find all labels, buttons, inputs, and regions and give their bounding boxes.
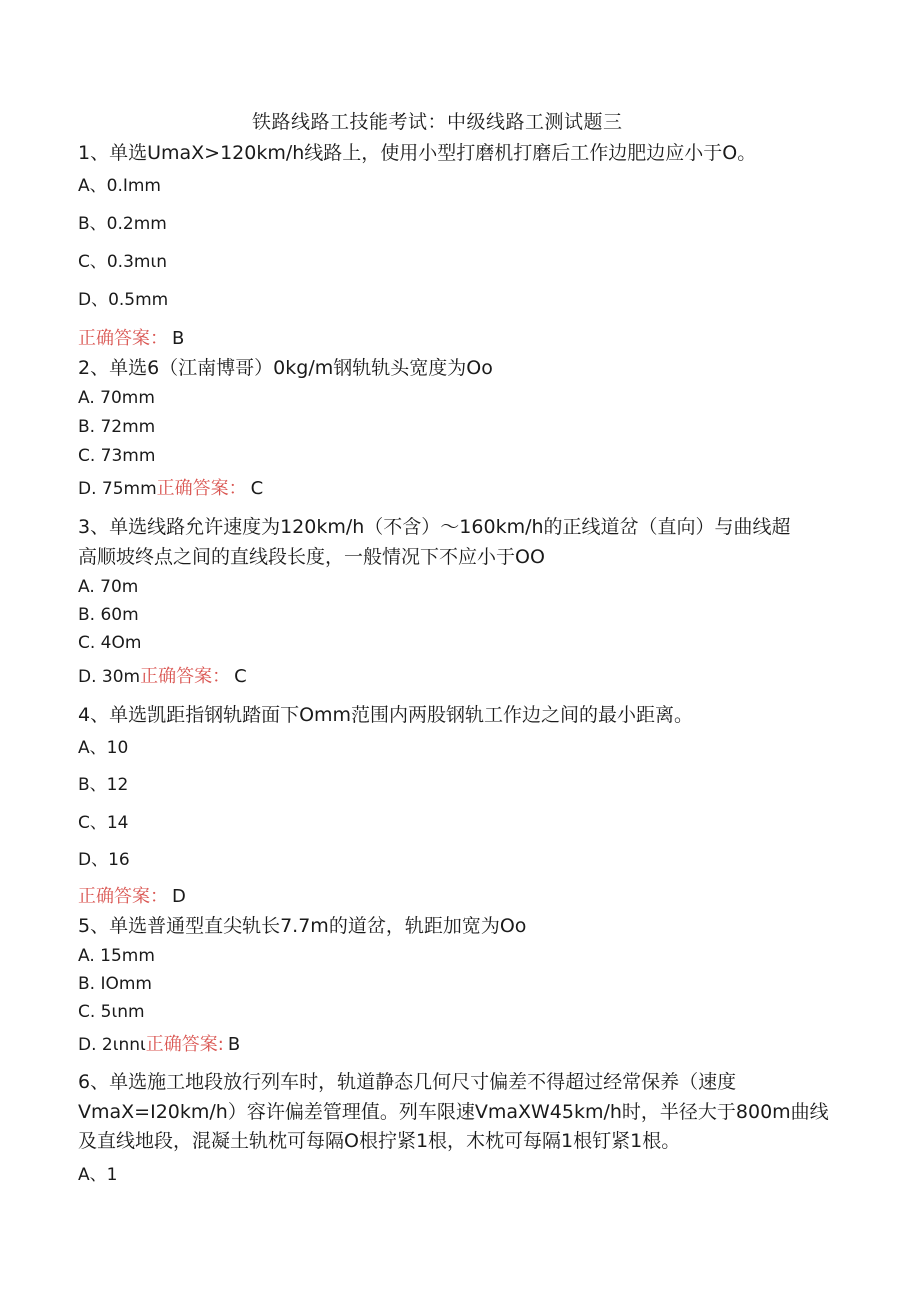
answer-label: 正确答案： — [140, 666, 231, 687]
answer-value: B — [172, 328, 185, 349]
question-1-option-b: B、0.2mm — [78, 214, 167, 234]
answer-value: C — [234, 666, 247, 687]
question-5-option-b: B. IOmm — [78, 974, 152, 994]
question-4-option-b: B、12 — [78, 775, 129, 795]
question-6-option-a: A、1 — [78, 1165, 118, 1185]
question-5-text: 5、单选普通型直尖轨长7.7m的道岔，轨距加宽为Oo — [78, 915, 527, 937]
answer-label: 正确答案： — [78, 886, 168, 907]
question-1-answer — [78, 330, 184, 348]
question-4-answer — [78, 888, 186, 906]
question-3-answer — [140, 666, 247, 687]
question-3-text-line-2: 高顺坡终点之间的直线段长度，一般情况下不应小于OO — [78, 546, 545, 568]
question-2-option-b: B. 72mm — [78, 417, 156, 437]
question-3-option-c: C. 4Om — [78, 633, 142, 653]
question-2-option-a: A. 70mm — [78, 388, 155, 408]
question-2-option-d-with-answer — [78, 480, 263, 498]
question-2-text: 2、单选6（江南博哥）0kg∕m钢轨轨头宽度为Oo — [78, 357, 493, 379]
question-6-text-line-1: 6、单选施工地段放行列车时，轨道静态几何尺寸偏差不得超过经常保养（速度 — [78, 1071, 737, 1093]
question-5-option-a: A. 15mm — [78, 946, 155, 966]
question-5-option-d: D. 2ιnnι — [78, 1035, 146, 1055]
question-3-option-b: B. 60m — [78, 605, 139, 625]
question-5-option-d-with-answer — [78, 1036, 240, 1054]
question-3-option-d: D. 30m — [78, 667, 141, 687]
question-4-option-d: D、16 — [78, 850, 130, 870]
answer-label: 正确答案: — [145, 1034, 224, 1055]
page-title: 铁路线路工技能考试：中级线路工测试题三 — [252, 111, 623, 133]
question-1-option-c: C、0.3mιn — [78, 252, 167, 272]
question-2-option-c: C. 73mm — [78, 446, 156, 466]
answer-value: B — [227, 1034, 241, 1055]
question-5-option-c: C. 5ιnm — [78, 1002, 145, 1022]
answer-value: D — [172, 886, 186, 907]
question-2-option-d: D. 75mm — [78, 479, 157, 499]
answer-value: C — [250, 478, 264, 499]
question-6-text-line-3: 及直线地段，混凝土轨枕可每隔O根拧紧1根，木枕可每隔1根钉紧1根。 — [78, 1130, 681, 1152]
question-1-option-a: A、0.Imm — [78, 176, 161, 196]
answer-label: 正确答案： — [78, 328, 168, 349]
answer-label: 正确答案： — [156, 478, 247, 499]
question-3-option-d-with-answer — [78, 668, 247, 686]
question-5-answer — [146, 1034, 240, 1055]
question-4-text: 4、单选凯距指钢轨踏面下Omm范围内两股钢轨工作边之间的最小距离。 — [78, 704, 694, 726]
question-3-text-line-1: 3、单选线路允许速度为120km∕h（不含）～160km∕h的正线道岔（直向）与曲线超 — [78, 516, 791, 538]
question-4-option-c: C、14 — [78, 813, 129, 833]
question-6-text-line-2: VmaX=I20km∕h）容许偏差管理值。列车限速VmaXW45km∕h时，半径大于800m曲线 — [78, 1101, 829, 1123]
question-3-option-a: A. 70m — [78, 577, 139, 597]
question-2-answer — [157, 478, 264, 499]
question-4-option-a: A、10 — [78, 738, 129, 758]
question-1-text: 1、单选UmaX>120km∕h线路上，使用小型打磨机打磨后工作边肥边应小于O。 — [78, 142, 757, 164]
question-1-option-d: D、0.5mm — [78, 290, 169, 310]
